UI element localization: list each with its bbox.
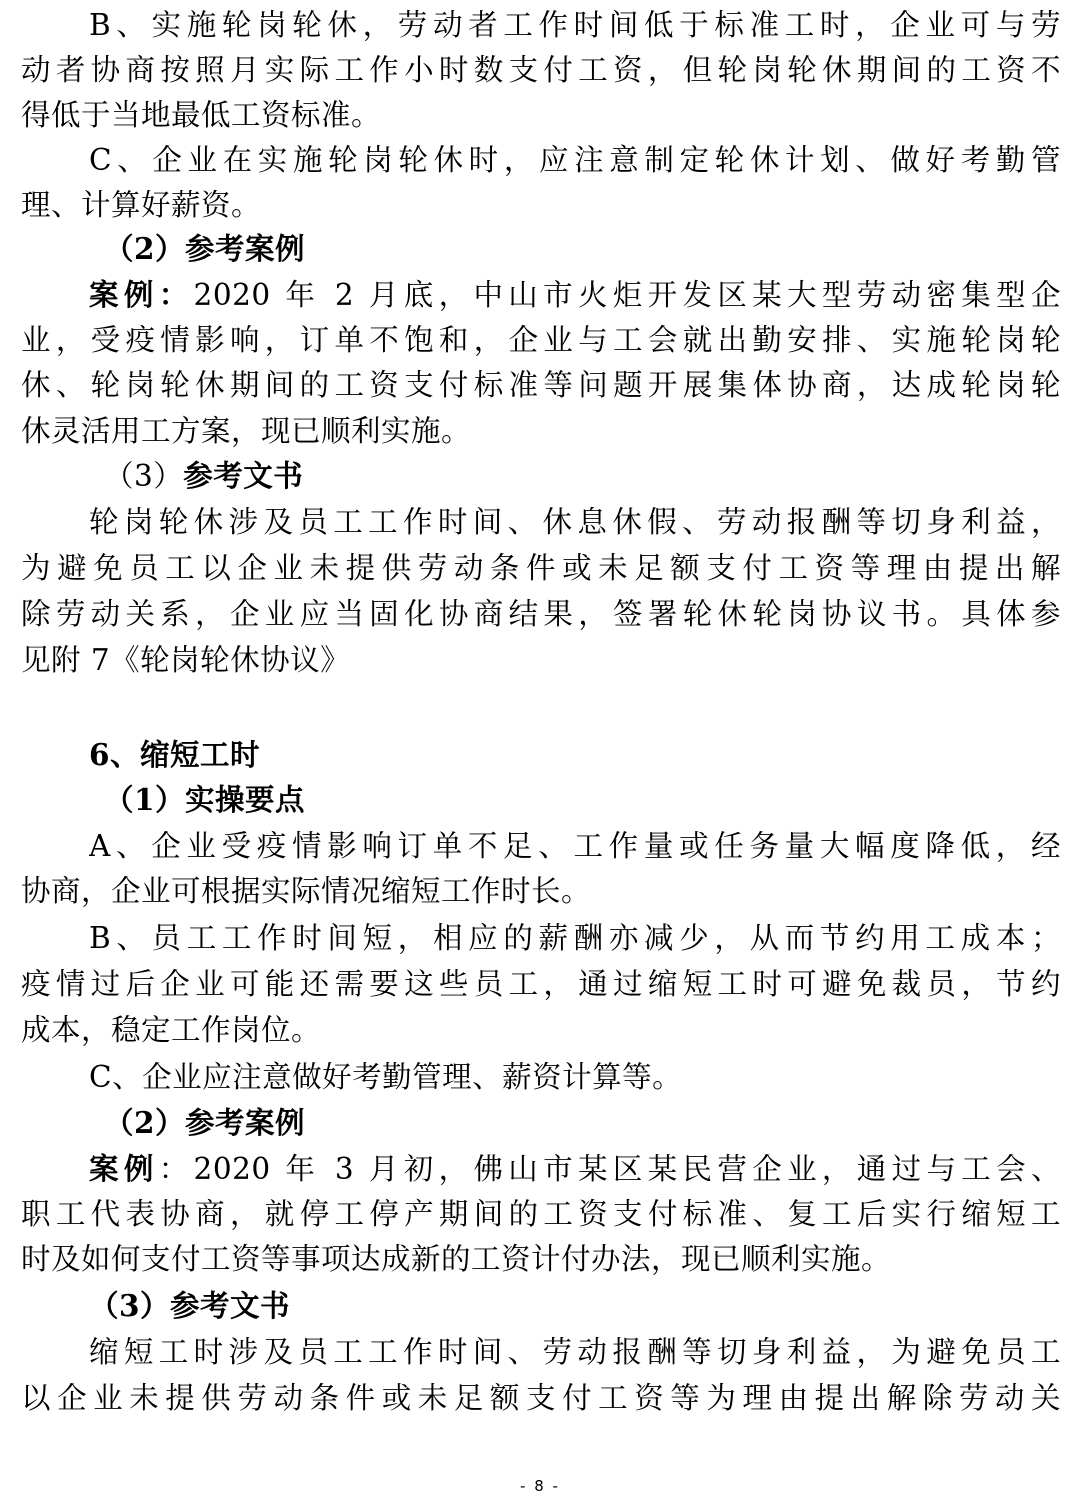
- paragraph-line: 除劳动关系，企业应当固化协商结果，签署轮休轮岗协议书。具体参: [21, 597, 1061, 631]
- paragraph-line: 休灵活用工方案，现已顺利实施。: [21, 414, 472, 448]
- paragraph-line: 案例：2020 年 3 月初，佛山市某区某民营企业，通过与工会、: [89, 1151, 1061, 1186]
- paragraph-line: C、企业应注意做好考勤管理、薪资计算等。: [89, 1060, 683, 1094]
- paragraph-line: 休、轮岗轮休期间的工资支付标准等问题开展集体协商，达成轮岗轮: [21, 368, 1061, 402]
- chapter-heading: 6、缩短工时: [89, 737, 261, 772]
- paragraph-line: 缩短工时涉及员工工作时间、劳动报酬等切身利益，为避免员工: [89, 1335, 1061, 1369]
- paragraph-line: 协商，企业可根据实际情况缩短工作时长。: [21, 874, 592, 908]
- paragraph-line: B、实施轮岗轮休，劳动者工作时间低于标准工时，企业可与劳: [89, 8, 1061, 42]
- paragraph-line: 为避免员工以企业未提供劳动条件或未足额支付工资等理由提出解: [21, 551, 1061, 585]
- paragraph-line: 成本，稳定工作岗位。: [21, 1013, 322, 1047]
- paragraph-line: B、员工工作时间短，相应的薪酬亦减少，从而节约用工成本；: [89, 921, 1061, 955]
- paragraph-line: 疫情过后企业可能还需要这些员工，通过缩短工时可避免裁员，节约: [21, 967, 1061, 1001]
- case-label: 案例: [89, 1151, 159, 1186]
- paragraph-line: 以企业未提供劳动条件或未足额支付工资等为理由提出解除劳动关: [21, 1381, 1061, 1415]
- paragraph-line: 理、计算好薪资。: [21, 188, 262, 222]
- paragraph-line: 轮岗轮休涉及员工工作时间、休息休假、劳动报酬等切身利益，: [89, 505, 1061, 539]
- paragraph-line: 见附 7《轮岗轮休协议》: [21, 643, 351, 677]
- paragraph-line: 职工代表协商，就停工停产期间的工资支付标准、复工后实行缩短工: [21, 1197, 1061, 1231]
- paragraph-line: 案例：2020 年 2 月底，中山市火炬开发区某大型劳动密集型企: [89, 277, 1061, 312]
- section-heading: （2）参考案例: [104, 1105, 306, 1140]
- paragraph-line: 得低于当地最低工资标准。: [21, 98, 382, 132]
- section-heading: （3）参考文书: [104, 458, 304, 493]
- case-label: 案例：: [89, 277, 194, 312]
- paragraph-line: 动者协商按照月实际工作小时数支付工资，但轮岗轮休期间的工资不: [21, 53, 1061, 87]
- page-number: - 8 -: [520, 1477, 560, 1495]
- paragraph-line: C、企业在实施轮岗轮休时，应注意制定轮休计划、做好考勤管: [89, 143, 1061, 177]
- section-heading: （2）参考案例: [104, 231, 306, 266]
- section-heading: （3）参考文书: [89, 1288, 291, 1323]
- paragraph-line: 业，受疫情影响，订单不饱和，企业与工会就出勤安排、实施轮岗轮: [21, 323, 1061, 357]
- paragraph-line: A、企业受疫情影响订单不足、工作量或任务量大幅度降低，经: [89, 829, 1061, 863]
- paragraph-line: 时及如何支付工资等事项达成新的工资计付办法，现已顺利实施。: [21, 1242, 892, 1276]
- section-heading: （1）实操要点: [104, 782, 306, 817]
